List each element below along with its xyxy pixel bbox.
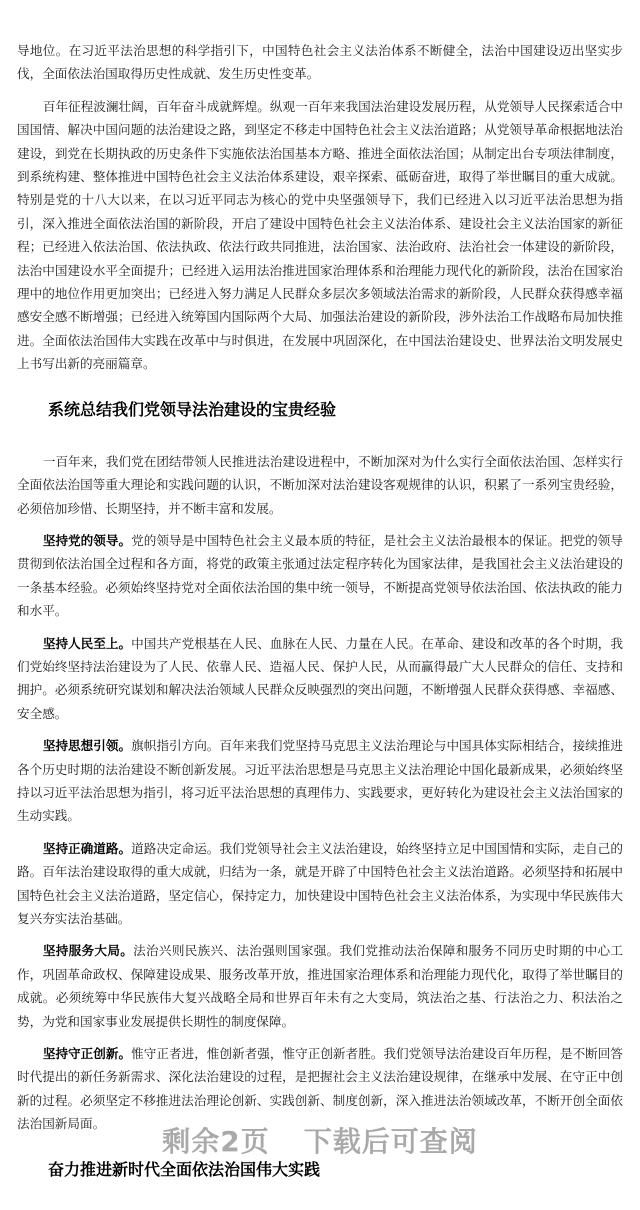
paragraph-text: 道路决定命运。我们党领导社会主义法治建设，始终坚持立足中国国情和实际，走自己的路。百年法治建设取得的重大成就，归结为一条，就是开辟了中国特色社会主义法治道路。必须坚持和拓展中国特色社会主义法治道路，坚定信心，保持定力，加快建设中国特色社会主义法治体系，为实现中华民族伟大复兴夯实法治基础。 <box>17 840 624 926</box>
paragraph-text: 旗帜指引方向。百年来我们党坚持马克思主义法治理论与中国具体实际相结合，接续推进各个历史时期的法治建设不断创新发展。习近平法治思想是马克思主义法治理论中国化最新成果，必须始终坚持以习近平法治思想为指引，将习近平法治思想的真理伟力、实践要求，更好转化为建设社会主义法治国家的生动实践。 <box>17 738 624 824</box>
paragraph-text: 法治兴则民族兴、法治强则国家强。我们党推动法治保障和服务不同历史时期的中心工作，巩固革命政权、保障建设成果、服务改革开放，推进国家治理体系和治理能力现代化，取得了举世瞩目的成就。必须统筹中华民族伟大复兴战略全局和世界百年未有之大变局，筑法治之基、行法治之力、积法治之势，为党和国家事业发展提供长期性的制度保障。 <box>17 943 624 1029</box>
paragraph-lead: 坚持服务大局。 <box>42 943 134 959</box>
paragraph-text: 惟守正者进，惟创新者强，惟守正创新者胜。我们党领导法治建设百年历程，是不断回答时代提出的新任务新需求、深化法治建设的过程，是把握社会主义法治建设规律，在继承中发展、在守正中创新的过程。必须坚定不移推进法治理论创新、实践创新、制度创新，深入推进法治领域改革，不断开创全面依法治国新局面。 <box>17 1046 624 1132</box>
paragraph-lead: 坚持思想引领。 <box>42 738 132 754</box>
paragraph-text: 党的领导是中国特色社会主义最本质的特征，是社会主义法治最根本的保证。把党的领导贯彻到依法治国全过程和各方面，将党的政策主张通过法定程序转化为国家法律，是我国社会主义法治建设的一条基本经验。必须始终坚持党对全面依法治国的集中统一领导，不断提高党领导依法治国、依法执政的能力和水平。 <box>17 532 624 619</box>
paragraph-lead: 坚持守正创新。 <box>42 1046 132 1062</box>
paragraph <box>17 39 623 86</box>
remaining-pages-label: 剩余2页 <box>162 1125 270 1158</box>
paragraph-lead: 坚持正确道路。 <box>42 840 132 856</box>
paragraph <box>17 529 623 623</box>
paragraph <box>17 632 623 726</box>
paragraph <box>17 734 623 828</box>
section-heading: 系统总结我们党领导法治建设的宝贵经验 <box>48 399 337 419</box>
paragraph-lead: 坚持党的领导。 <box>42 532 132 548</box>
paragraph-text: 中国共产党根基在人民、血脉在人民、力量在人民。在革命、建设和改革的各个时期，我们党始终坚持法治建设为了人民、依靠人民、造福人民、保护人民，从而赢得最广大人民群众的信任、支持和拥护。必须系统研究谋划和解决法治领域人民群众反映强烈的突出问题，不断增强人民群众获得感、幸福感、安全感。 <box>17 635 624 721</box>
paragraph-text: 百年征程波澜壮阔，百年奋斗成就辉煌。纵观一百年来我国法治建设发展历程，从党领导人民探索适合中国国情、解决中国问题的法治建设之路，到坚定不移走中国特色社会主义法治道路；从党领导革命根据地法治建设，到党在长期执政的历史条件下实施依法治国基本方略、推进全面依法治国；从制定出台专项法律制度，到系统构建、整体推进中国特色社会主义法治体系建设，艰辛探索、砥砺奋进，取得了举世瞩目的重大成就。特别是党的十八大以来，在以习近平同志为核心的党中央坚强领导下，我们已经进入以习近平法治思想为指引，深入推进全面依法治国的新阶段，开启了建设中国特色社会主义法治体系、建设社会主义法治国家的新征程；已经进入依法治国、依法执政、依法行政共同推进，法治国家、法治政府、法治社会一体建设的新阶段，法治中国建设水平全面提升；已经进入运用法治推进国家治理体系和治理能力现代化的新阶段，法治在国家治理中的地位作用更加突出；已经进入努力满足人民群众多层次多领域法治需求的新阶段，人民群众获得感幸福感安全感不断增强；已经进入统筹国内国际两个大局、加强法治建设的新阶段，涉外法治工作战略布局加快推进。全面依法治国伟大实践在改革中与时俱进，在发展中巩固深化，在中国法治建设史、世界法治文明发展史上书写出新的亮丽篇章。 <box>17 98 623 372</box>
document-body <box>17 39 623 1210</box>
paragraph-lead: 坚持人民至上。 <box>42 635 132 651</box>
paragraph <box>17 837 623 931</box>
paragraph <box>17 450 623 520</box>
paragraph-text: 导地位。在习近平法治思想的科学指引下，中国特色社会主义法治体系不断健全，法治中国建设迈出坚实步伐，全面依法治国取得历史性成就、发生历史性变革。 <box>17 43 623 82</box>
paragraph <box>17 95 623 376</box>
download-to-read-label[interactable]: 下载后可查阅 <box>303 1125 478 1158</box>
section-heading: 奋力推进新时代全面依法治国伟大实践 <box>48 1159 321 1179</box>
paragraph-text: 一百年来，我们党在团结带领人民推进法治建设进程中，不断加深对为什么实行全面依法治国、怎样实行全面依法治国等重大理论和实践问题的认识，不断加深对法治建设客观规律的认识，积累了一系列宝贵经验，必须倍加珍惜、长期坚持，并不断丰富和发展。 <box>17 453 623 516</box>
download-prompt[interactable] <box>0 1120 640 1160</box>
paragraph <box>17 939 623 1033</box>
